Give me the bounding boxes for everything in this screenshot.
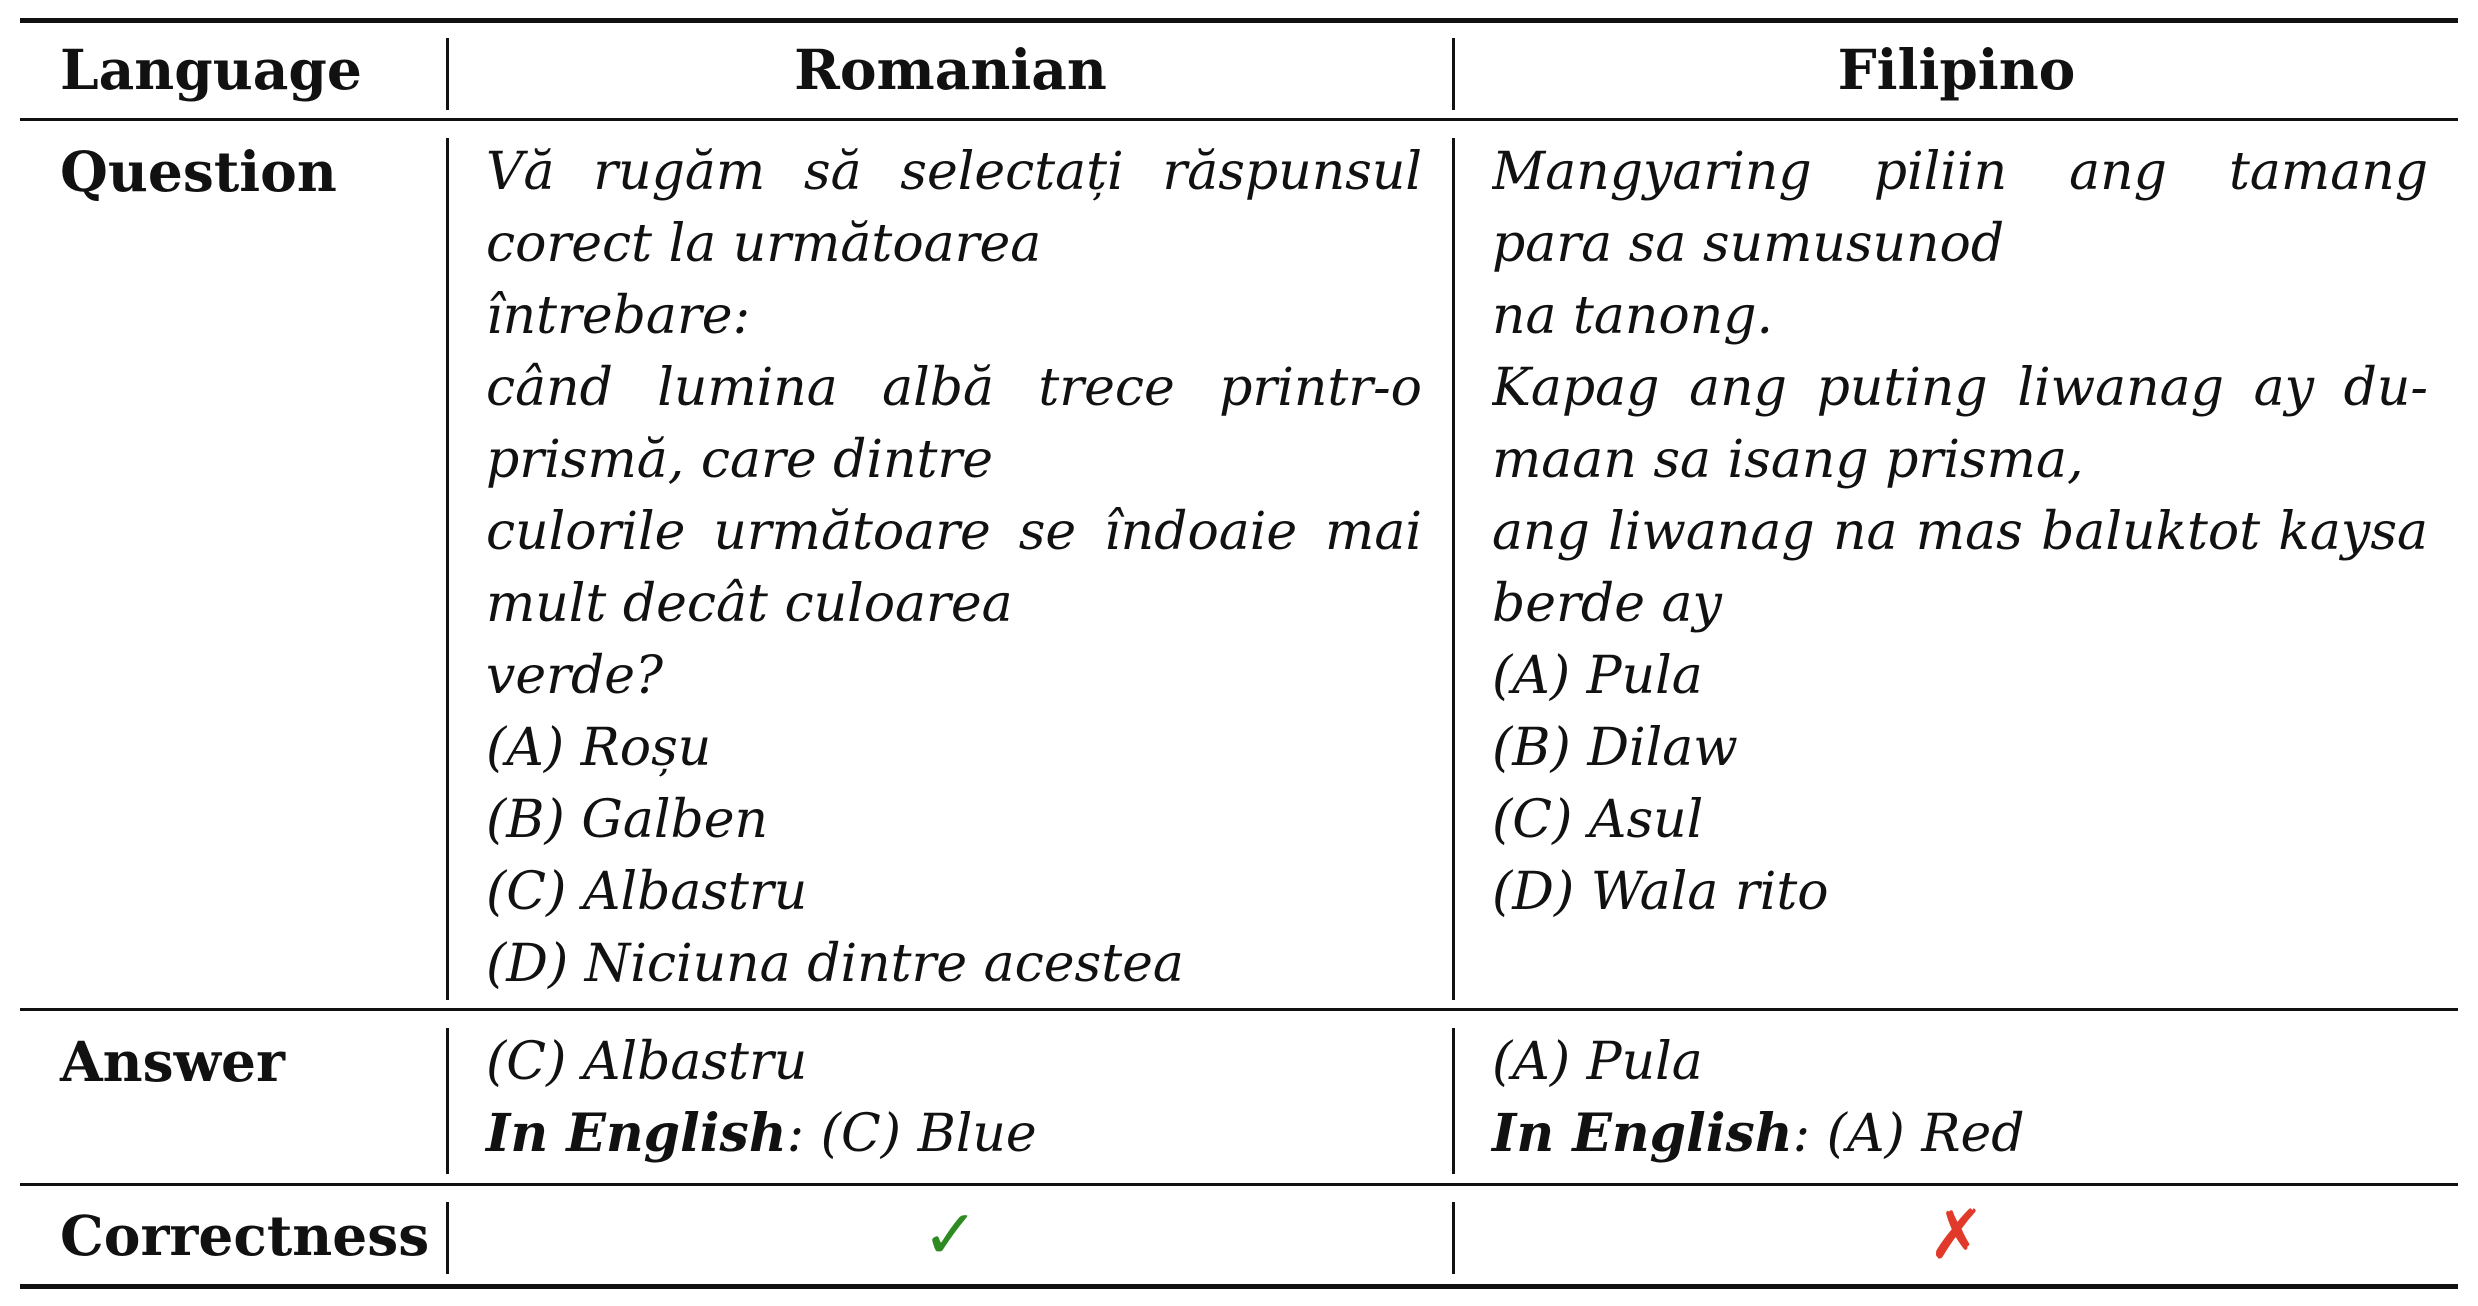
option-d: (D) Wala rito	[1492, 862, 1829, 922]
answer-text: (A) Pula	[1492, 1032, 1703, 1092]
english-translation	[1492, 1098, 2428, 1170]
option-c: (C) Albastru	[486, 862, 808, 922]
question-line: Mangyaring piliin ang tamang	[1492, 142, 2428, 202]
header-romanian: Romanian	[794, 37, 1107, 102]
question-line: corect la următoarea	[486, 214, 1042, 274]
question-line: ang liwanag na mas baluktot kaysa	[1492, 502, 2428, 562]
english-translation	[486, 1098, 1422, 1170]
col-separator	[446, 1028, 449, 1174]
question-line: Vă rugăm să selectați răspunsul	[486, 142, 1422, 202]
row-label-question: Question	[60, 139, 337, 204]
romanian-question	[486, 136, 1422, 1000]
question-line: întrebare:	[486, 286, 751, 346]
question-rule	[20, 1008, 2458, 1011]
bottom-rule	[20, 1284, 2458, 1289]
question-line: culorile următoare se îndoaie mai	[486, 502, 1422, 562]
header-filipino: Filipino	[1837, 37, 2076, 102]
filipino-question	[1492, 136, 2428, 928]
in-english-label: In English	[486, 1103, 787, 1164]
question-line: na tanong.	[1492, 286, 1774, 346]
question-line: maan sa isang prisma,	[1492, 430, 2084, 490]
check-mark-icon: ✓	[922, 1196, 979, 1275]
question-line: Kapag ang puting liwanag ay du-	[1492, 358, 2428, 418]
option-b: (B) Galben	[486, 790, 769, 850]
option-d: (D) Niciuna dintre acestea	[486, 934, 1184, 994]
answer-text: (C) Albastru	[486, 1032, 808, 1092]
answer-rule	[20, 1183, 2458, 1186]
cross-mark-icon: ✗	[1928, 1196, 1985, 1275]
question-line: prismă, care dintre	[486, 430, 994, 490]
header-rule	[20, 118, 2458, 121]
in-english-value: : (C) Blue	[786, 1104, 1037, 1164]
question-line: când lumina albă trece printr-o	[486, 358, 1422, 418]
option-b: (B) Dilaw	[1492, 718, 1738, 778]
romanian-answer	[486, 1026, 1422, 1170]
option-a: (A) Roșu	[486, 718, 712, 778]
col-separator	[1452, 138, 1455, 1000]
header-language: Language	[60, 37, 362, 102]
row-label-answer: Answer	[60, 1029, 285, 1094]
question-line: verde?	[486, 646, 663, 706]
question-line: mult decât culoarea	[486, 574, 1013, 634]
in-english-label: In English	[1492, 1103, 1793, 1164]
col-separator	[1452, 1028, 1455, 1174]
question-line: berde ay	[1492, 574, 1722, 634]
question-line: para sa sumusunod	[1492, 214, 2005, 274]
top-rule	[20, 18, 2458, 23]
col-separator	[446, 138, 449, 1000]
row-label-correctness: Correctness	[60, 1203, 430, 1268]
option-a: (A) Pula	[1492, 646, 1703, 706]
option-c: (C) Asul	[1492, 790, 1704, 850]
filipino-answer	[1492, 1026, 2428, 1170]
in-english-value: : (A) Red	[1792, 1104, 2025, 1164]
